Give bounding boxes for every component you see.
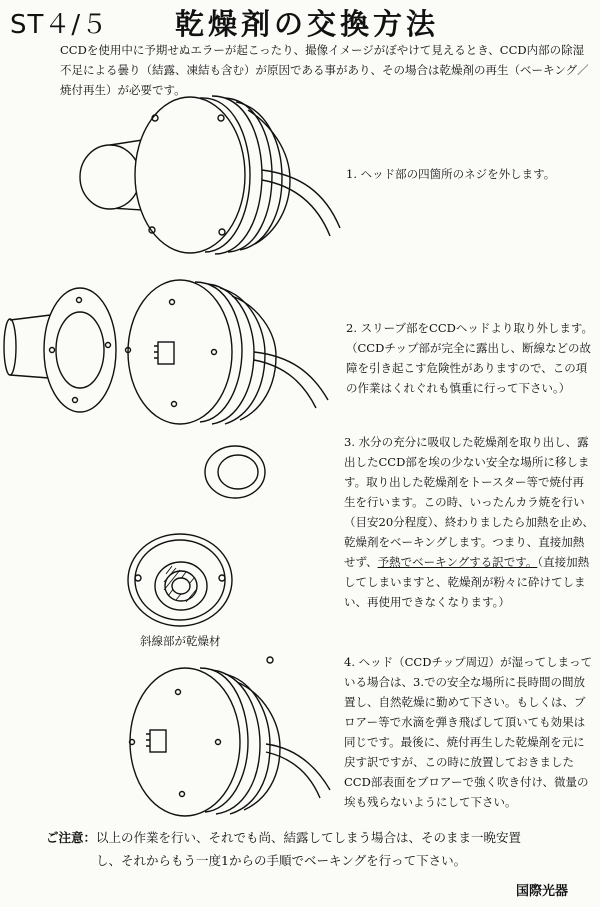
caution-line-1: 以上の作業を行い、それでも尚、結露してしまう場合は、そのまま一晩安置 <box>96 830 522 845</box>
step-3-text-a: 3. 水分の充分に吸収した乾燥剤を取り出し、露出したCCD部を埃の少ない安全な場所に移します。取り出した乾燥剤をトースター等で焼付再生を行います。この時、いったんカラ焼を行い（目安20分程度）、終わりましたら加熱を止め、乾燥剤をベーキングします。つまり、直接加熱せず、 <box>344 435 594 569</box>
step-3-text-b: （直接加熱してしまいますと、乾燥剤が粉々に砕けてしまい、再使用できなくなります。） <box>344 555 590 609</box>
step-4-text: 4. ヘッド（CCDチップ周辺）が湿ってしまっている場合は、3.での安全な場所に長時間の間放置し、自然乾燥に勤めて下さい。もしくは、ブロアー等で水滴を弾き飛ばして頂いても効果は同じです。最後に、焼付再生した乾燥剤を元に戻す訳ですが、この時に放置しておきましたCCD部表面をブロアーで強く吹き付け、微量の埃も残らないようにして下さい。 <box>344 655 593 809</box>
desiccant-ring-illustration <box>205 446 265 498</box>
caution-label: ご注意： <box>46 830 97 845</box>
document-code: ST４/５ <box>10 10 109 40</box>
page-title: 乾燥剤の交換方法 <box>175 7 440 41</box>
ccd-head-assembled-illustration <box>80 96 340 254</box>
step-2-text: 2. スリーブ部をCCDヘッドより取り外します。（CCDチップ部が完全に露出し、断線などの故障を引き起こす危険性がありますので、この項の作業はくれぐれも慎重に行って下さい。） <box>346 321 593 395</box>
ccd-head-reassembled-illustration <box>130 657 331 816</box>
step-3-underlined: 予熱でベーキングする訳です。 <box>377 555 538 569</box>
caution-line-2: し、それからもう一度1からの手順でベーキングを行って下さい。 <box>96 853 467 868</box>
step-1-text: 1. ヘッド部の四箇所のネジを外します。 <box>346 167 556 181</box>
ccd-head-disassembled-illustration <box>4 280 328 424</box>
step-3-text <box>344 432 594 612</box>
caution-note <box>46 826 591 872</box>
flange-with-desiccant-illustration <box>128 534 232 626</box>
company-name: 国際光器 <box>516 884 569 899</box>
figure-caption: 斜線部が乾燥材 <box>140 634 221 648</box>
intro-paragraph: CCDを使用中に予期せぬエラーが起こったり、撮像イメージがぼやけて見えるとき、CCD内部の除湿不足による曇り（結露、凍結も含む）が原因である事があり、その場合は乾燥剤の再生（ベーキング／焼付再生）が必要です。 <box>60 43 589 97</box>
